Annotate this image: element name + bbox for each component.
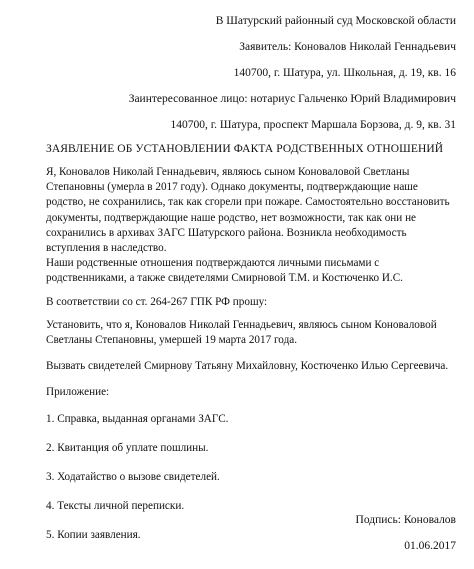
legal-basis-paragraph: В соответствии со ст. 264-267 ГПК РФ прошу: — [46, 295, 268, 308]
list-item: 1. Справка, выданная органами ЗАГС. — [46, 412, 229, 425]
signature-line: Подпись: Коновалов — [355, 514, 456, 526]
signature-block — [356, 513, 456, 554]
evidence-paragraph: Наши родственные отношения подтверждаются личными письмами с родственниками, а также свидетелями Смирновой Т.М. и Костюченко И.С. — [46, 257, 403, 285]
applicant-line: Заявитель: Коновалов Николай Геннадьевич — [239, 41, 456, 53]
applicant-address: 140700, г. Шатура, ул. Школьная, д. 19, кв. 16 — [233, 67, 456, 79]
signature-date: 01.06.2017 — [404, 540, 456, 552]
interested-party-line: Заинтересованное лицо: нотариус Гальченко Юрий Владимирович — [128, 93, 456, 105]
attachments-heading: Приложение: — [46, 386, 110, 399]
list-item: 2. Квитанция об уплате пошлины. — [46, 441, 209, 454]
list-item: 3. Ходатайство о вызове свидетелей. — [46, 470, 220, 483]
document-header — [0, 14, 456, 133]
document-body — [46, 165, 454, 543]
statement-paragraph: Я, Коновалов Николай Геннадьевич, являюсь сыном Коноваловой Светланы Степановны (умерла в 2017 году). Однако документы, подтверждающие наше родство, не сохранились, так как сгорели при пожаре. Самостоятельно восстановить документы, подтверждающие наше родство, нет возможности, так как они не сохранились в архивах ЗАГС Шатурского района. Возникла необходимость вступления в наследство. — [46, 166, 450, 255]
request-paragraph: Установить, что я, Коновалов Николай Геннадьевич, являюсь сыном Коноваловой Светланы Степановны, умершей 19 марта 2017 года. — [46, 318, 437, 347]
court-name: В Шатурский районный суд Московской области — [215, 15, 456, 27]
list-item: 4. Тексты личной переписки. — [46, 499, 185, 512]
interested-party-address: 140700, г. Шатура, проспект Маршала Борзова, д. 9, кв. 31 — [170, 119, 456, 131]
document-title: ЗАЯВЛЕНИЕ ОБ УСТАНОВЛЕНИИ ФАКТА РОДСТВЕННЫХ ОТНОШЕНИЙ — [46, 143, 444, 155]
witness-paragraph: Вызвать свидетелей Смирнову Татьяну Михайловну, Костюченко Илью Сергеевича. — [46, 360, 449, 373]
list-item: 5. Копии заявления. — [46, 528, 141, 541]
